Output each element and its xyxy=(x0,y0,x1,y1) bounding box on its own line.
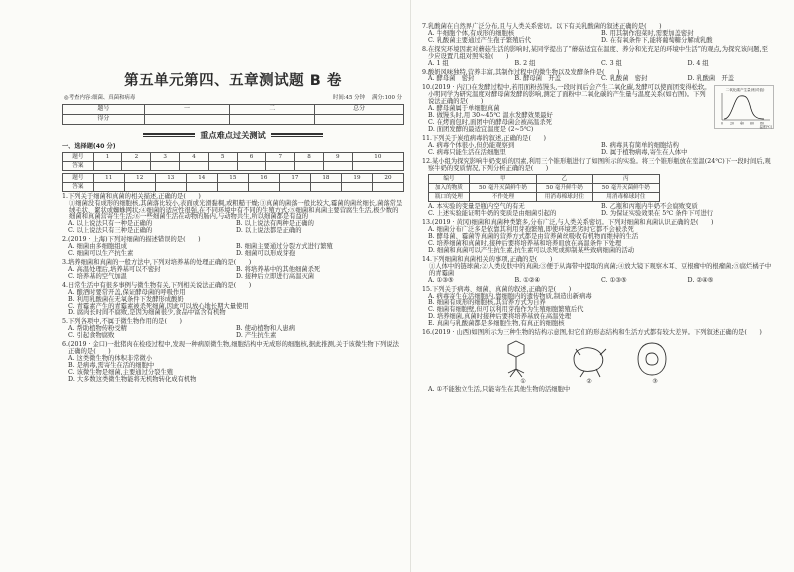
answer-option[interactable]: D. 细菌和真菌可以产生抗生素,抗生素可以杀死或抑制某些致病细菌的活动 xyxy=(428,246,635,254)
answer-cell[interactable] xyxy=(155,182,186,191)
question xyxy=(422,24,774,45)
answer-option[interactable]: C. ①③⑤ xyxy=(601,276,627,284)
question-number-cell: 15 xyxy=(217,173,248,182)
answer-cell[interactable] xyxy=(217,182,248,191)
answer-option[interactable]: B. 细菌有成形的细胞核,其营养方式为自养 xyxy=(428,299,546,307)
question-number-cell: 16 xyxy=(248,173,279,182)
experiment-cell: 乙 xyxy=(537,175,593,184)
exam-full-score: 满分:100 分 xyxy=(372,94,402,101)
answer-option[interactable]: B. 使动植物和人患病 xyxy=(236,325,296,333)
answer-cell[interactable] xyxy=(186,182,217,191)
answer-option[interactable]: A. 病毒个体很小,但仍能观察到 xyxy=(428,141,515,149)
question xyxy=(422,47,774,68)
score-row-header xyxy=(63,104,404,114)
question-number-cell: 12 xyxy=(124,173,155,182)
answer-option[interactable]: C. 以上说法只有三种是正确的 xyxy=(68,227,153,235)
answer-table xyxy=(62,152,404,171)
experiment-cell: 编号 xyxy=(429,175,470,184)
score-input-cell[interactable] xyxy=(144,114,229,124)
answer-cell[interactable] xyxy=(93,182,124,191)
yeast-figure xyxy=(636,339,674,379)
question-stem: 13.(2019 · 黄冈)细菌和真菌种类繁多,分布广泛,与人类关系密切。下列对细菌和真菌认识正确的是( ) xyxy=(422,219,714,227)
answer-option[interactable]: D. 产生抗生素 xyxy=(236,332,277,340)
answer-option[interactable]: A. 酵母菌 密封 xyxy=(428,75,475,83)
answer-option[interactable]: B. 以上说法有两种是正确的 xyxy=(236,220,314,228)
question xyxy=(62,319,404,340)
answer-option[interactable]: D. 大多数这类微生物能将无机物转化成有机物 xyxy=(68,375,197,383)
answer-row-label: 答案 xyxy=(63,182,94,191)
graph-tick-label: 80 xyxy=(759,121,765,126)
question-number-cell: 5 xyxy=(208,152,237,161)
answer-option[interactable]: A. 本实验的变量是瓶内空气的有无 xyxy=(428,203,525,211)
answer-option[interactable]: D. 以上说法都是正确的 xyxy=(236,227,302,235)
answer-option[interactable]: B. ①②④ xyxy=(514,276,541,284)
answer-option[interactable]: C. 青霉素产生的青霉素被杀死细菌,因此可以放心地长期大量使用 xyxy=(68,302,249,310)
answer-row-answers xyxy=(63,161,404,170)
question xyxy=(62,194,404,236)
answer-options xyxy=(422,31,774,45)
answer-option[interactable]: C. 3 组 xyxy=(601,59,622,67)
answer-row-label: 题号 xyxy=(63,173,94,182)
answer-option[interactable]: A. ①③⑤ xyxy=(428,276,454,284)
page-title: 第五单元第四、五章测试题 B 卷 xyxy=(124,73,342,89)
question-stem: 3.培养细菌和真菌的一般方法中,下列对培养基的处理正确的是( ) xyxy=(62,259,252,266)
answer-cell[interactable] xyxy=(248,182,279,191)
co2-curve xyxy=(724,96,764,119)
question-statement: ①细菌没有成形的细胞核,其菌落比较小,表面或光滑黏稠,或粗糙干燥;③真菌的菌落一般比较大,霉菌的菌丝细长,菌落常呈绒毛状、絮状或蜘蛛网状;④细菌的适应性很强,在不同环境中有不同的生殖方式;⑤细菌和真菌主要营腐生生活,极少数的细菌和真菌营寄生生活;⑥一些细菌生活在动物的肠内,与动物共生,所以细菌都是有益的 xyxy=(69,199,403,221)
score-input-cell[interactable] xyxy=(315,114,404,124)
answer-option[interactable]: C. 乳酸菌 密封 xyxy=(601,75,648,83)
score-cell: 题号 xyxy=(63,104,145,114)
banner-rule-right xyxy=(271,133,323,137)
experiment-cell: 不作处理 xyxy=(469,193,536,202)
answer-row-numbers xyxy=(63,152,404,161)
question-stem: 5.下列各项中,不属于微生物作用的是( ) xyxy=(62,318,182,326)
graph-tick-label: 0 xyxy=(720,121,724,126)
answer-option[interactable]: A. 牛细胞个体,有成形的细胞核 xyxy=(428,29,515,37)
answer-cell[interactable] xyxy=(151,161,180,170)
experiment-cell: 加入的物质 xyxy=(429,184,470,193)
answer-option[interactable]: A. 病毒寄生在活细胞内,靠细胞内的遗传物质,制造出新病毒 xyxy=(428,292,592,300)
question xyxy=(422,136,774,157)
microbe-item xyxy=(636,339,674,385)
question-number-cell: 18 xyxy=(310,173,341,182)
answer-option[interactable]: B. 做馒头时,用 30~45℃ 温水发酵效果最好 xyxy=(428,112,553,120)
answer-options xyxy=(62,290,404,318)
answer-cell[interactable] xyxy=(295,161,324,170)
question xyxy=(422,220,774,255)
section-banner xyxy=(62,131,404,140)
question-number-cell: 4 xyxy=(180,152,209,161)
score-cell: 得分 xyxy=(63,114,145,124)
answer-row-numbers xyxy=(63,173,404,182)
answer-option[interactable]: D. 细菌可以形成芽孢 xyxy=(236,250,296,258)
answer-option[interactable]: D. ②④⑤ xyxy=(687,276,714,284)
answer-option[interactable]: D. 为保证实验效果在 5℃ 条件下可进行 xyxy=(601,210,714,218)
experiment-cell: 用消毒棉球封住 xyxy=(537,193,593,202)
answer-cell[interactable] xyxy=(237,161,266,170)
experiment-row xyxy=(429,175,660,184)
answer-cell[interactable] xyxy=(310,182,341,191)
answer-option[interactable]: A. 这类微生物的体积非常微小 xyxy=(68,354,153,362)
right-questions xyxy=(422,24,774,394)
answer-option[interactable]: A. ①不能独立生活,只能寄生在其他生物的活细胞中 xyxy=(428,386,571,394)
question-stem: 8.在探究环境因素对蘑菇生活的影响时,某同学提出了“蘑菇适宜在温度、养分和光充足的环境中生活”的观点,为探究该问题,至少应设置几组对照实验( ) xyxy=(422,45,768,60)
question-stem: 12.某小组为探究影响牛奶变质的因素,利用三个锥形瓶进行了如图所示的实验。将三个锥形瓶放在室温(24℃)下一段时间后,观察牛奶的变质情况,下列分析正确的是( ) xyxy=(422,157,771,172)
question xyxy=(422,85,774,133)
answer-option[interactable]: B. 是病毒,需寄生在活的细胞中 xyxy=(68,361,155,369)
answer-option[interactable]: D. 在有氧条件下,能将葡萄糖分解成乳酸 xyxy=(601,36,713,44)
answer-row-answers xyxy=(63,182,404,191)
answer-options xyxy=(422,76,774,83)
question-stem: 9.酸奶风味独特,营养丰富,其制作过程中的微生物以及发酵条件是( ) xyxy=(422,68,620,76)
answer-cell[interactable] xyxy=(122,161,151,170)
co2-temperature-graph xyxy=(714,85,774,129)
answer-option[interactable]: D. 腐肉长时间不腐败,是因为细菌很少,食品中富含有机物 xyxy=(68,309,226,317)
score-table xyxy=(62,104,404,125)
answer-option[interactable]: A. 高温处理后,培养基可以不密封 xyxy=(68,265,161,273)
question-number-cell: 10 xyxy=(352,152,403,161)
answer-cell[interactable] xyxy=(180,161,209,170)
answer-table xyxy=(62,173,404,192)
answer-option[interactable]: C. 引起食物腐败 xyxy=(68,332,115,340)
exam-scope: ◎考查内容:细菌、真菌和病毒 xyxy=(64,94,136,101)
answer-option[interactable]: B. 乙瓶和丙瓶内牛奶不会腐败变质 xyxy=(601,203,698,211)
virus-figure-outline xyxy=(508,341,524,377)
banner-text: 重点难点过关测试 xyxy=(200,129,266,140)
graph-title: 二氧化碳产生量(相对值) xyxy=(725,88,765,93)
microbe-figures xyxy=(422,339,774,385)
answer-options xyxy=(422,387,774,394)
answer-options xyxy=(62,267,404,281)
graph-tick-label: 20 xyxy=(729,121,735,126)
question-number-cell: 7 xyxy=(266,152,295,161)
question-statement: ①人体中的链球菌;②人类皮肤中的真菌;③便于从海带中提取的真菌;④放大镜下观察木耳、豆根瘤中的根瘤菌;⑤腐烂橘子中的青霉菌 xyxy=(429,262,772,277)
question-body xyxy=(422,85,711,133)
question-number-cell: 17 xyxy=(279,173,310,182)
experiment-cell: 丙 xyxy=(592,175,659,184)
score-cell: 一 xyxy=(144,104,229,114)
answer-cell[interactable] xyxy=(372,182,403,191)
question xyxy=(422,287,774,329)
question xyxy=(422,257,774,285)
answer-cell[interactable] xyxy=(323,161,352,170)
experiment-cell: 瓶口的处理 xyxy=(429,193,470,202)
answer-cell[interactable] xyxy=(341,182,372,191)
answer-options xyxy=(62,244,404,258)
answer-options xyxy=(422,227,774,255)
answer-option[interactable]: D. 属于植物病毒,寄生在人体中 xyxy=(601,148,688,156)
experiment-row xyxy=(429,184,660,193)
question xyxy=(62,260,404,281)
answer-option[interactable]: C. 病毒只能生活在活细胞里 xyxy=(428,148,506,156)
answer-option[interactable]: C. 在烤面包时,面团中的酵母菌会被高温杀死 xyxy=(428,118,552,126)
answer-option[interactable]: C. 乳酸菌主要通过产生孢子繁殖后代 xyxy=(428,36,532,44)
question-stem: 10.(2019 · 内江)在发酵过程中,若用面粉蒸馒头,一段时间后会产生二氧化碳,发酵可以使面团变得松软。小明同学为研究温度对酵母菌发酵的影响,测定了面粉中二氧化碳的产生量与温度关系(如右图)。下列说法正确的是( ) xyxy=(422,84,711,106)
question-number-cell: 11 xyxy=(93,173,124,182)
banner-rule-left xyxy=(143,133,195,137)
yeast-figure-outline xyxy=(638,343,666,375)
answer-options xyxy=(422,294,774,329)
score-cell: 二 xyxy=(230,104,315,114)
question-stem: 7.乳酸菌在自然界广泛分布,且与人类关系密切。以下有关乳酸菌的叙述正确的是( ) xyxy=(422,23,662,30)
answer-options xyxy=(62,356,404,384)
bacterium-figure-outline xyxy=(574,348,606,377)
graph-tick-label: 40 xyxy=(739,121,745,126)
answer-cell[interactable] xyxy=(208,161,237,170)
question-with-graph xyxy=(422,85,774,133)
experiment-cell: 50 毫升鲜牛奶 xyxy=(537,184,593,193)
answer-options xyxy=(422,204,774,218)
answer-row-label: 题号 xyxy=(63,152,94,161)
answer-options xyxy=(62,326,404,340)
experiment-cell: 50 毫升灭菌鲜牛奶 xyxy=(469,184,536,193)
answer-cell[interactable] xyxy=(124,182,155,191)
answer-cell[interactable] xyxy=(279,182,310,191)
bacterium-figure xyxy=(570,339,608,379)
answer-tables xyxy=(62,152,404,192)
exam-time: 时间:45 分钟 xyxy=(332,94,365,101)
microbe-item xyxy=(570,339,608,385)
exam-meta xyxy=(62,96,404,102)
answer-option[interactable]: B. 细菌主要通过分裂方式进行繁殖 xyxy=(236,243,333,251)
answer-cell[interactable] xyxy=(352,161,403,170)
answer-option[interactable]: A. 酿酒时要常开盖,保证酵母菌的呼吸作用 xyxy=(68,288,186,296)
left-questions xyxy=(62,194,404,384)
answer-cell[interactable] xyxy=(93,161,122,170)
answer-option[interactable]: C. 该微生物是细菌,主要通过分裂生殖 xyxy=(68,368,174,376)
experiment-table xyxy=(428,174,660,202)
experiment-cell: 50 毫升灭菌鲜牛奶 xyxy=(592,184,659,193)
question-number-cell: 19 xyxy=(341,173,372,182)
figure-label: ③ xyxy=(652,379,658,386)
answer-options xyxy=(422,143,774,157)
answer-option[interactable]: B. 将培养基中的其他细菌杀死 xyxy=(236,265,321,273)
answer-option[interactable]: A. 帮助植物传粉受精 xyxy=(68,325,127,333)
answer-option[interactable]: B. 用其制作泡菜时,需要加盖密封 xyxy=(601,29,694,37)
question xyxy=(62,342,404,384)
right-column xyxy=(422,22,774,570)
question-stem: 11.下列关于炭疽病毒的叙述,正确的是( ) xyxy=(422,134,546,142)
graph-x-label: 温度(℃) xyxy=(759,125,772,130)
question-number-cell: 9 xyxy=(323,152,352,161)
figure-label: ② xyxy=(586,379,592,386)
answer-option[interactable]: B. 病毒具有简单的细胞结构 xyxy=(601,141,679,149)
question xyxy=(422,70,774,84)
answer-option[interactable]: B. 2 组 xyxy=(514,59,536,67)
answer-option[interactable]: A. 1 组 xyxy=(428,59,449,67)
answer-option[interactable]: C. 培养基的空气加温 xyxy=(68,272,127,280)
answer-option[interactable]: C. 细菌可以生产抗生素 xyxy=(68,250,134,258)
answer-options xyxy=(422,278,774,285)
graph-tick-label: 60 xyxy=(749,121,755,126)
experiment-row xyxy=(429,193,660,202)
question-number-cell: 2 xyxy=(122,152,151,161)
question-number-cell: 6 xyxy=(237,152,266,161)
question-number-cell: 8 xyxy=(295,152,324,161)
answer-option[interactable]: C. 细菌有细胞壁,但可以利用芽孢作为生殖细胞繁殖后代 xyxy=(428,306,584,314)
section-title: 一、选择题(40 分) xyxy=(62,142,116,150)
answer-option[interactable]: D. 4 组 xyxy=(687,59,709,67)
question xyxy=(422,330,774,394)
left-column xyxy=(62,60,404,568)
answer-option[interactable]: D. 面团发酵的最适宜温度是 (2~5℃) xyxy=(428,125,534,133)
score-input-cell[interactable] xyxy=(230,114,315,124)
answer-option[interactable]: B. 利用乳酸菌在无氧条件下发酵形成酸奶 xyxy=(68,295,184,303)
microbe-item xyxy=(504,339,542,385)
question-number-cell: 3 xyxy=(151,152,180,161)
question-number-cell: 1 xyxy=(93,152,122,161)
answer-options xyxy=(62,221,404,235)
answer-option[interactable]: C. 培养细菌和真菌时,接种后要将培养基和培养皿放在高温条件下处理 xyxy=(428,240,622,248)
answer-option[interactable]: A. 细菌由多细胞组成 xyxy=(68,243,127,251)
question-number-cell: 13 xyxy=(155,173,186,182)
answer-cell[interactable] xyxy=(266,161,295,170)
question-stem: 6.(2019 · 金口)一批猪肉在检疫过程中,发现一种病原微生物,细胞结构中无成形的细胞核,据此推测,关于该微生物下列说法正确的是( ) xyxy=(62,341,399,356)
experiment-cell: 用消毒棉球封住 xyxy=(592,193,659,202)
answer-option[interactable]: C. 上述实验能证明牛奶的变质是由细菌引起的 xyxy=(428,210,557,218)
score-cell: 总分 xyxy=(315,104,404,114)
answer-option[interactable]: B. 酵母菌 开盖 xyxy=(514,75,561,83)
answer-options xyxy=(422,106,711,134)
answer-option[interactable]: B. 酵母菌、霉菌等真菌的营养方式都是由营养菌丝吸收有机物而维持的生活 xyxy=(428,233,639,241)
question-stem: 16.(2019 · 山西)如图所示为三种生物的结构示意图,但它们的形态结构和生活方式都有较大差异。下列叙述正确的是( ) xyxy=(422,329,762,337)
question-stem: 15.下列关于病毒、细菌、真菌的叙述,正确的是( ) xyxy=(422,285,572,293)
answer-option[interactable]: D. 培养细菌,真菌时接种后要将培养基放在高温处理 xyxy=(428,313,572,321)
question-stem: 2.(2019 · 上海)下列对细菌的描述错误的是( ) xyxy=(62,236,201,244)
experiment-cell: 甲 xyxy=(469,175,536,184)
answer-options xyxy=(422,61,774,68)
answer-option[interactable]: A. 以上说法只有一种是正确的 xyxy=(68,220,153,228)
question xyxy=(62,237,404,258)
question-stem: 4.日常生活中有很多事例与微生物有关,下列相关说法正确的是( ) xyxy=(62,281,252,289)
question xyxy=(422,159,774,219)
page-fold xyxy=(410,0,411,572)
answer-option[interactable]: E. 真菌与乳酸菌都是多细胞生物,有真正的细胞核 xyxy=(428,320,565,328)
answer-option[interactable]: A. 酵母菌属于单细胞真菌 xyxy=(428,105,500,113)
answer-option[interactable]: A. 细菌分布广泛多是依靠其利用芽孢繁殖,即使环境恶劣时它都不会被杀死 xyxy=(428,226,634,234)
score-row-values xyxy=(63,114,404,124)
question-stem: 14.下列细菌和真菌相关的事项,正确的是( ) xyxy=(422,255,553,263)
figure-label: ① xyxy=(520,379,526,386)
question-number-cell: 14 xyxy=(186,173,217,182)
question-number-cell: 20 xyxy=(372,173,403,182)
answer-option[interactable]: D. 接种后立即进行高温灭菌 xyxy=(236,272,315,280)
virus-figure xyxy=(504,339,542,379)
answer-option[interactable]: D. 乳酸菌 开盖 xyxy=(687,75,735,83)
answer-row-label: 答案 xyxy=(63,161,94,170)
question-stem: 1.下列关于细菌和真菌的相关描述,正确的是( ) xyxy=(62,192,201,200)
question xyxy=(62,283,404,318)
